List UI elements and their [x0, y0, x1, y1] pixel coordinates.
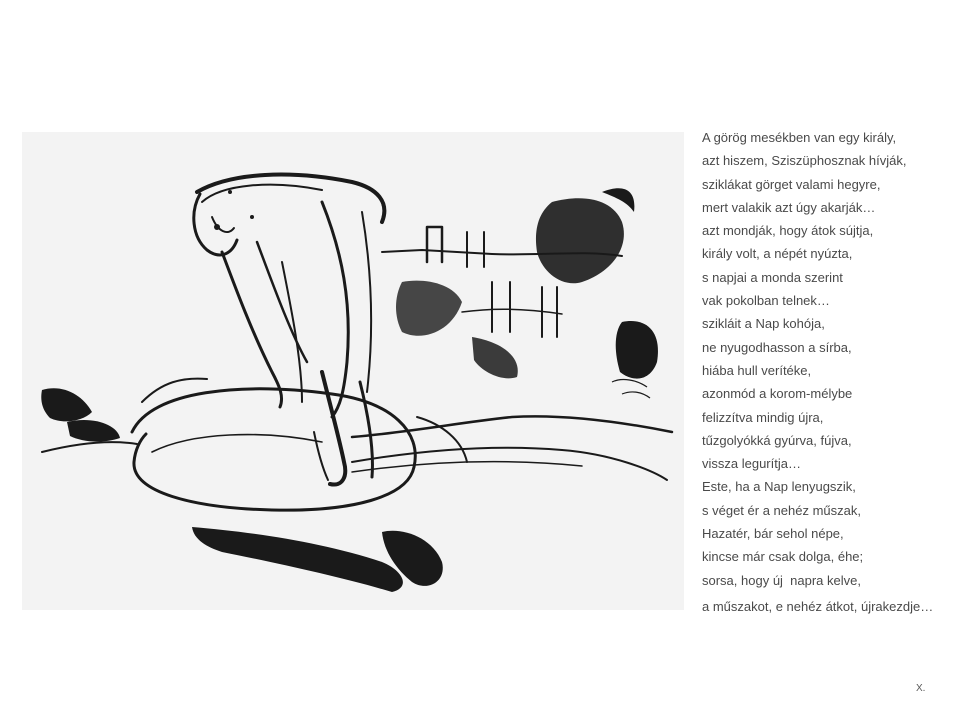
poem-line: s véget ér a nehéz műszak, — [702, 502, 861, 518]
poem-line: ne nyugodhasson a sírba, — [702, 339, 852, 355]
page-number: X. — [916, 683, 926, 694]
poem-line: felizzítva mindig újra, — [702, 409, 824, 425]
poem-line: vak pokolban telnek… — [702, 293, 830, 309]
poem-line: hiába hull verítéke, — [702, 362, 812, 378]
poem-line: azt mondják, hogy átok sújtja, — [702, 223, 874, 239]
ink-drawing — [22, 132, 684, 610]
poem-line: mert valakik azt úgy akarják… — [702, 199, 876, 215]
poem-line: sziklákat görget valami hegyre, — [702, 176, 881, 192]
poem-line: szikláit a Nap kohója, — [702, 316, 825, 332]
ink-drawing-artwork — [22, 132, 684, 610]
poem-line: kincse már csak dolga, éhe; — [702, 549, 864, 565]
poem-line: a műszakot, e nehéz átkot, újrakezdje… — [702, 598, 934, 614]
poem-line: sorsa, hogy új napra kelve, — [702, 572, 861, 588]
poem-line: vissza legurítja… — [702, 456, 801, 472]
poem-line: Este, ha a Nap lenyugszik, — [702, 479, 856, 495]
poem-line: A görög mesékben van egy király, — [702, 130, 897, 145]
poem-line: király volt, a népét nyúzta, — [702, 246, 853, 262]
poem-text — [702, 126, 956, 618]
poem-line: azt hiszem, Sziszüphosznak hívják, — [702, 153, 907, 169]
poem-line: s napjai a monda szerint — [702, 269, 843, 285]
poem-line: azonmód a korom-mélybe — [702, 386, 853, 402]
poem-line: tűzgolyókká gyúrva, fújva, — [702, 432, 852, 448]
poem-line: Hazatér, bár sehol népe, — [702, 526, 844, 542]
